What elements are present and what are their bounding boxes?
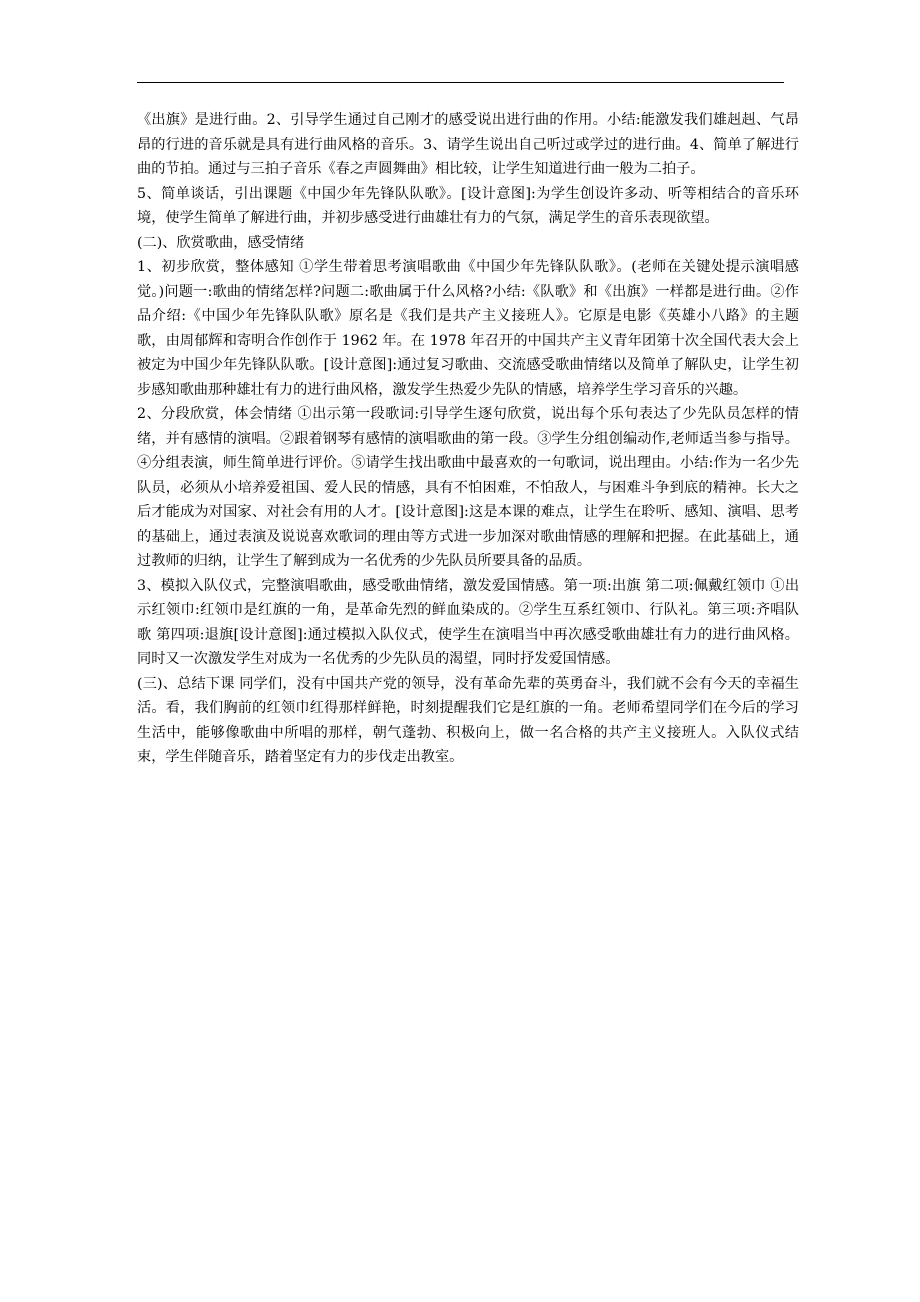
section-heading-2: (二)、欣赏歌曲，感受情绪 [137,234,305,251]
header-rule [137,82,784,83]
paragraph-1: 《出旗》是进行曲。2、引导学生通过自己刚才的感受说出进行曲的作用。小结:能激发我们雄赳赳、气昂昂的行进的音乐就是具有进行曲风格的音乐。3、请学生说出自己听过或学过的进行曲。4、简单了解进行曲的节拍。通过与三拍子音乐《春之声圆舞曲》相比较，让学生知道进行曲一般为二拍子。 [137,112,799,177]
paragraph-5: 3、模拟入队仪式，完整演唱歌曲，感受歌曲情绪，激发爱国情感。第一项:出旗 第二项:佩戴红领巾 ①出示红领巾:红领巾是红旗的一角，是革命先烈的鲜血染成的。②学生互系红领巾、行队礼。第三项:齐唱队歌 第四项:退旗[设计意图]:通过模拟入队仪式，使学生在演唱当中再次感受歌曲雄壮有力的进行曲风格。同时又一次激发学生对成为一名优秀的少先队员的渴望，同时抒发爱国情感。 [137,577,800,667]
document-body [137,108,799,770]
paragraph-2: 5、简单谈话，引出课题《中国少年先锋队队歌》。[设计意图]:为学生创设许多动、听等相结合的音乐环境，使学生简单了解进行曲，并初步感受进行曲雄壮有力的气氛，满足学生的音乐表现欲望。 [137,185,799,226]
paragraph-6: (三)、总结下课 同学们，没有中国共产党的领导，没有革命先辈的英勇奋斗，我们就不会有今天的幸福生活。看，我们胸前的红领巾红得那样鲜艳，时刻提醒我们它是红旗的一角。老师希望同学们在今后的学习生活中，能够像歌曲中所唱的那样，朝气蓬勃、积极向上，做一名合格的共产主义接班人。入队仪式结束，学生伴随音乐，踏着坚定有力的步伐走出教室。 [137,675,799,765]
paragraph-4: 2、分段欣赏，体会情绪 ①出示第一段歌词:引导学生逐句欣赏，说出每个乐句表达了少先队员怎样的情绪，并有感情的演唱。②跟着钢琴有感情的演唱歌曲的第一段。③学生分组创编动作,老师适当参与指导。④分组表演，师生简单进行评价。⑤请学生找出歌曲中最喜欢的一句歌词，说出理由。小结:作为一名少先队员，必须从小培养爱祖国、爱人民的情感，具有不怕困难，不怕敌人，与困难斗争到底的精神。长大之后才能成为对国家、对社会有用的人才。[设计意图]:这是本课的难点，让学生在聆听、感知、演唱、思考的基础上，通过表演及说说喜欢歌词的理由等方式进一步加深对歌曲情感的理解和把握。在此基础上，通过教师的归纳，让学生了解到成为一名优秀的少先队员所要具备的品质。 [137,406,799,569]
paragraph-3: 1、初步欣赏，整体感知 ①学生带着思考演唱歌曲《中国少年先锋队队歌》。(老师在关键处提示演唱感觉。)问题一:歌曲的情绪怎样?问题二:歌曲属于什么风格?小结:《队歌》和《出旗》一样都是进行曲。②作品介绍:《中国少年先锋队队歌》原名是《我们是共产主义接班人》。它原是电影《英雄小八路》的主题歌，由周郁辉和寄明合作创作于 1962 年。在 1978 年召开的中国共产主义青年团第十次全国代表大会上被定为中国少年先锋队队歌。[设计意图]:通过复习歌曲、交流感受歌曲情绪以及简单了解队史，让学生初步感知歌曲那种雄壮有力的进行曲风格，激发学生热爱少先队的情感，培养学生学习音乐的兴趣。 [137,259,799,398]
